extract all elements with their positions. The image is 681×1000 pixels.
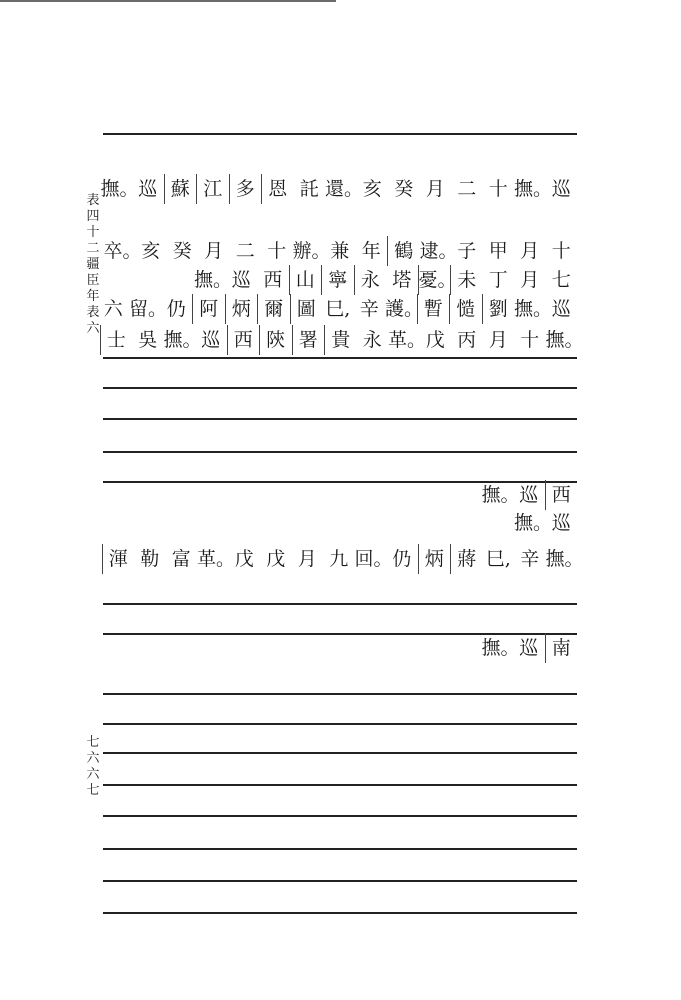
text-cell: 亥 xyxy=(362,178,382,200)
ruled-line xyxy=(103,912,577,914)
text-cell: 九 xyxy=(329,548,349,570)
text-cell: 月 xyxy=(520,269,540,291)
text-cell: 多 xyxy=(229,174,262,204)
text-cell: 兼 xyxy=(330,240,350,262)
page-number-char: 六 xyxy=(86,751,100,766)
text-cell: 巳, xyxy=(485,548,511,570)
text-cell: 月 xyxy=(425,178,445,200)
text-cell: 七 xyxy=(551,269,571,291)
text-cell: 慥 xyxy=(449,294,482,324)
text-cell: 六 xyxy=(103,298,123,320)
text-cell: 巡 xyxy=(519,484,539,506)
ruled-line xyxy=(103,784,577,786)
text-cell: 蘇 xyxy=(164,174,197,204)
text-cell: 撫。 xyxy=(100,178,139,200)
text-cell: 還。 xyxy=(325,178,364,200)
ruled-line xyxy=(103,418,577,420)
side-label-char: 疆 xyxy=(86,257,100,272)
ruled-line xyxy=(103,387,577,389)
ruled-line xyxy=(103,451,577,453)
text-cell: 塔 xyxy=(392,269,412,291)
text-cell: 炳 xyxy=(418,544,451,574)
text-cell: 巳, xyxy=(325,298,351,320)
text-row xyxy=(102,544,584,574)
text-cell: 戊 xyxy=(266,548,286,570)
text-cell: 十 xyxy=(488,178,508,200)
text-cell: 士 xyxy=(100,325,133,355)
text-cell: 恩 xyxy=(261,174,294,204)
text-cell: 月 xyxy=(520,240,540,262)
text-cell: 丁 xyxy=(488,269,508,291)
text-cell: 永 xyxy=(354,265,387,295)
text-row xyxy=(482,633,578,663)
ruled-line xyxy=(103,752,577,754)
text-cell: 暫 xyxy=(417,294,450,324)
text-cell: 留。 xyxy=(129,298,168,320)
text-cell: 吳 xyxy=(138,329,158,351)
text-cell: 十 xyxy=(267,240,287,262)
text-cell: 爾 xyxy=(257,294,290,324)
text-cell: 巡 xyxy=(551,178,571,200)
text-cell: 亥 xyxy=(141,240,161,262)
text-cell: 二 xyxy=(235,240,255,262)
text-cell: 戊 xyxy=(234,548,254,570)
text-cell: 月 xyxy=(204,240,224,262)
text-cell: 巡 xyxy=(231,269,251,291)
text-row xyxy=(482,480,578,510)
text-cell: 永 xyxy=(362,329,382,351)
text-cell: 護。 xyxy=(385,298,424,320)
text-cell: 圖 xyxy=(290,294,323,324)
text-cell: 月 xyxy=(297,548,317,570)
text-cell: 阿 xyxy=(192,294,225,324)
side-label-char: 四 xyxy=(86,209,100,224)
text-cell: 撫。 xyxy=(514,298,553,320)
text-cell: 陝 xyxy=(259,325,292,355)
text-cell: 撫。 xyxy=(481,484,520,506)
ruled-line xyxy=(103,815,577,817)
text-cell: 山 xyxy=(289,265,322,295)
text-cell: 巡 xyxy=(138,178,158,200)
text-row xyxy=(514,508,577,538)
text-cell: 巡 xyxy=(519,637,539,659)
text-cell: 撫。 xyxy=(481,637,520,659)
side-label-char: 十 xyxy=(86,225,100,240)
side-label-char: 表 xyxy=(86,305,100,320)
text-cell: 革。 xyxy=(197,548,236,570)
text-row xyxy=(100,325,584,355)
text-row xyxy=(101,174,578,204)
text-cell: 西 xyxy=(545,480,578,510)
side-label-char: 六 xyxy=(86,321,100,336)
text-cell: 撫。 xyxy=(514,512,553,534)
text-cell: 十 xyxy=(520,329,540,351)
text-cell: 撫。 xyxy=(545,329,584,351)
text-cell: 勒 xyxy=(140,548,160,570)
text-cell: 戊 xyxy=(425,329,445,351)
page-number-char: 六 xyxy=(86,767,100,782)
side-label-char: 表 xyxy=(86,193,100,208)
text-row xyxy=(98,294,578,324)
text-cell: 子 xyxy=(457,240,477,262)
text-cell: 撫。 xyxy=(194,269,233,291)
text-row xyxy=(104,236,578,266)
text-cell: 撫。 xyxy=(545,548,584,570)
text-cell: 年 xyxy=(361,240,381,262)
page-number-char: 七 xyxy=(86,735,100,750)
ruled-line xyxy=(103,693,577,695)
text-cell: 癸 xyxy=(172,240,192,262)
text-cell: 辦。 xyxy=(292,240,331,262)
ruled-line xyxy=(103,723,577,725)
text-cell: 託 xyxy=(299,178,319,200)
text-cell: 丙 xyxy=(457,329,477,351)
text-cell: 炳 xyxy=(225,294,258,324)
text-cell: 甲 xyxy=(488,240,508,262)
text-cell: 江 xyxy=(196,174,229,204)
text-cell: 巡 xyxy=(551,512,571,534)
ruled-line xyxy=(103,848,577,850)
text-cell: 革。 xyxy=(388,329,427,351)
text-cell: 癸 xyxy=(394,178,414,200)
page-number xyxy=(84,735,102,799)
text-cell: 十 xyxy=(551,240,571,262)
text-cell: 署 xyxy=(292,325,325,355)
text-cell: 辛 xyxy=(359,298,379,320)
side-label-char: 年 xyxy=(86,289,100,304)
text-cell: 憂。 xyxy=(418,265,451,295)
text-cell: 劉 xyxy=(482,294,515,324)
text-cell: 仍 xyxy=(166,298,186,320)
text-cell: 卒。 xyxy=(103,240,142,262)
ruled-line xyxy=(103,357,577,359)
text-cell: 南 xyxy=(545,633,578,663)
ruled-line xyxy=(103,133,577,135)
text-cell: 逮。 xyxy=(419,240,458,262)
page-number-char: 七 xyxy=(86,783,100,798)
text-cell: 回。 xyxy=(354,548,393,570)
text-cell: 西 xyxy=(227,325,260,355)
text-cell: 富 xyxy=(171,548,191,570)
text-cell: 撫。 xyxy=(163,329,202,351)
top-border xyxy=(0,0,336,2)
side-label-char: 二 xyxy=(86,241,100,256)
text-cell: 西 xyxy=(263,269,283,291)
text-cell: 月 xyxy=(488,329,508,351)
text-row xyxy=(194,265,577,295)
ruled-line xyxy=(103,603,577,605)
text-cell: 二 xyxy=(457,178,477,200)
ruled-line xyxy=(103,880,577,882)
text-cell: 撫。 xyxy=(514,178,553,200)
text-cell: 寧 xyxy=(321,265,354,295)
text-cell: 仍 xyxy=(392,548,412,570)
side-label-char: 臣 xyxy=(86,273,100,288)
text-cell: 未 xyxy=(450,265,483,295)
text-cell: 巡 xyxy=(201,329,221,351)
text-cell: 蔣 xyxy=(450,544,483,574)
text-cell: 辛 xyxy=(520,548,540,570)
text-cell: 渾 xyxy=(102,544,135,574)
text-cell: 巡 xyxy=(551,298,571,320)
text-cell: 貴 xyxy=(324,325,357,355)
text-cell: 鶴 xyxy=(387,236,420,266)
